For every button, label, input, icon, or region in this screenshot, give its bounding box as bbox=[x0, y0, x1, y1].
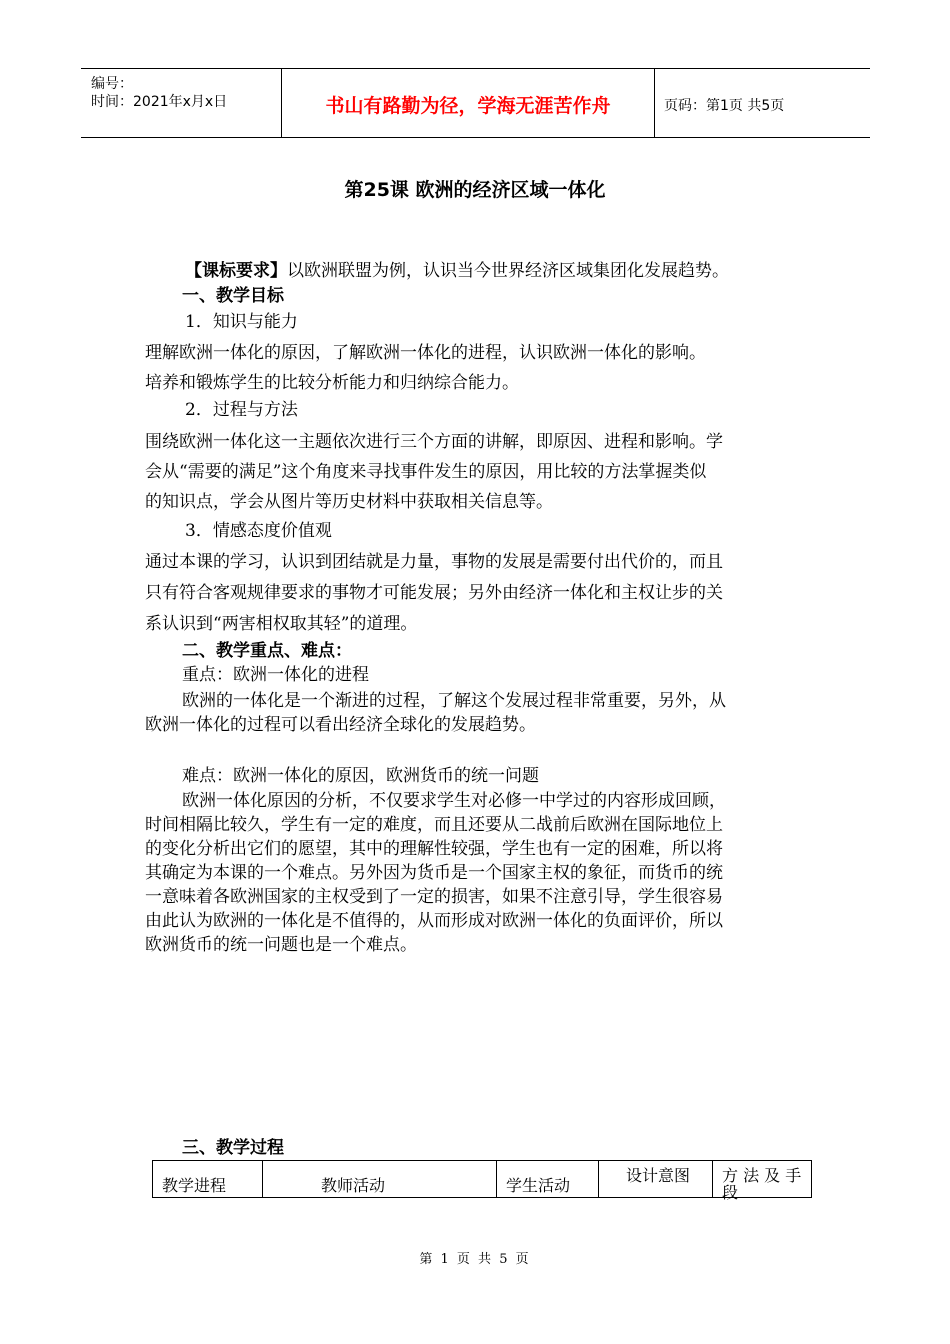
page-info: 页码：第1页 共5页 bbox=[664, 98, 785, 114]
paragraph-line: 系认识到“两害相权取其轻”的道理。 bbox=[145, 614, 418, 634]
paragraph-line: 围绕欧洲一体化这一主题依次进行三个方面的讲解，即原因、进程和影响。学 bbox=[145, 432, 723, 452]
section3-heading: 三、教学过程 bbox=[182, 1138, 284, 1158]
section2-heading: 二、教学重点、难点： bbox=[182, 641, 352, 661]
table-header-label: 教学进程 bbox=[162, 1176, 227, 1195]
sub3-heading: 3．情感态度价值观 bbox=[185, 521, 332, 541]
paragraph-line: 理解欧洲一体化的原因，了解欧洲一体化的进程，认识欧洲一体化的影响。 bbox=[145, 343, 706, 363]
sub2-heading: 2．过程与方法 bbox=[185, 400, 298, 420]
page-footer: 第 1 页 共 5 页 bbox=[419, 1252, 531, 1267]
header-table bbox=[81, 68, 870, 138]
paragraph-line: 会从“需要的满足”这个角度来寻找事件发生的原因，用比较的方法掌握类似 bbox=[145, 462, 707, 482]
paragraph-line: 时间相隔比较久，学生有一定的难度，而且还要从二战前后欧洲在国际地位上 bbox=[145, 815, 723, 835]
paragraph-line: 只有符合客观规律要求的事物才可能发展；另外由经济一体化和主权让步的关 bbox=[145, 583, 723, 603]
paragraph-line: 其确定为本课的一个难点。另外因为货币是一个国家主权的象征，而货币的统 bbox=[145, 863, 723, 883]
table-header-label: 设计意图 bbox=[626, 1166, 691, 1185]
date-label: 时间：2021年x月x日 bbox=[91, 94, 228, 110]
table-header-label: 学生活动 bbox=[506, 1176, 571, 1195]
standard-label: 【课标要求】 bbox=[185, 261, 287, 281]
paragraph-line: 由此认为欧洲的一体化是不值得的，从而形成对欧洲一体化的负面评价，所以 bbox=[145, 911, 723, 931]
paragraph-line: 一意味着各欧洲国家的主权受到了一定的损害，如果不注意引导，学生很容易 bbox=[145, 887, 723, 907]
motto: 书山有路勤为径，学海无涯苦作舟 bbox=[325, 95, 611, 117]
table-header-label: 教师活动 bbox=[321, 1176, 386, 1195]
table-header-cell bbox=[598, 1161, 713, 1197]
key-point: 重点：欧洲一体化的进程 bbox=[182, 665, 369, 685]
paragraph-line: 欧洲货币的统一问题也是一个难点。 bbox=[145, 935, 417, 955]
table-header-label: 方 法 及 手 bbox=[722, 1166, 802, 1185]
header-mid-cell bbox=[281, 69, 655, 137]
page-title: 第25课 欧洲的经济区域一体化 bbox=[344, 179, 606, 201]
standard-line bbox=[185, 260, 729, 282]
paragraph-line: 欧洲一体化原因的分析，不仅要求学生对必修一中学过的内容形成回顾， bbox=[182, 791, 726, 811]
paragraph-line: 培养和锻炼学生的比较分析能力和归纳综合能力。 bbox=[145, 373, 519, 393]
paragraph-line: 欧洲的一体化是一个渐进的过程，了解这个发展过程非常重要，另外，从 bbox=[182, 691, 726, 711]
table-header-cell bbox=[712, 1161, 811, 1202]
process-table bbox=[152, 1160, 812, 1202]
number-label: 编号： bbox=[91, 76, 133, 92]
table-header-label: 段 bbox=[722, 1183, 739, 1202]
header-left-cell bbox=[81, 69, 281, 137]
standard-text: 以欧洲联盟为例，认识当今世界经济区域集团化发展趋势。 bbox=[287, 261, 729, 281]
paragraph-line: 欧洲一体化的过程可以看出经济全球化的发展趋势。 bbox=[145, 715, 536, 735]
section1-heading: 一、教学目标 bbox=[182, 286, 284, 306]
paragraph-line: 的知识点，学会从图片等历史材料中获取相关信息等。 bbox=[145, 492, 553, 512]
table-header-cell bbox=[153, 1161, 263, 1197]
paragraph-line: 的变化分析出它们的愿望，其中的理解性较强，学生也有一定的困难，所以将 bbox=[145, 839, 723, 859]
table-header-cell bbox=[262, 1161, 497, 1197]
table-header-cell bbox=[496, 1161, 599, 1197]
difficult-point: 难点：欧洲一体化的原因，欧洲货币的统一问题 bbox=[182, 766, 539, 786]
header-right-cell bbox=[654, 69, 870, 137]
sub1-heading: 1．知识与能力 bbox=[185, 312, 298, 332]
paragraph-line: 通过本课的学习，认识到团结就是力量，事物的发展是需要付出代价的，而且 bbox=[145, 552, 723, 572]
